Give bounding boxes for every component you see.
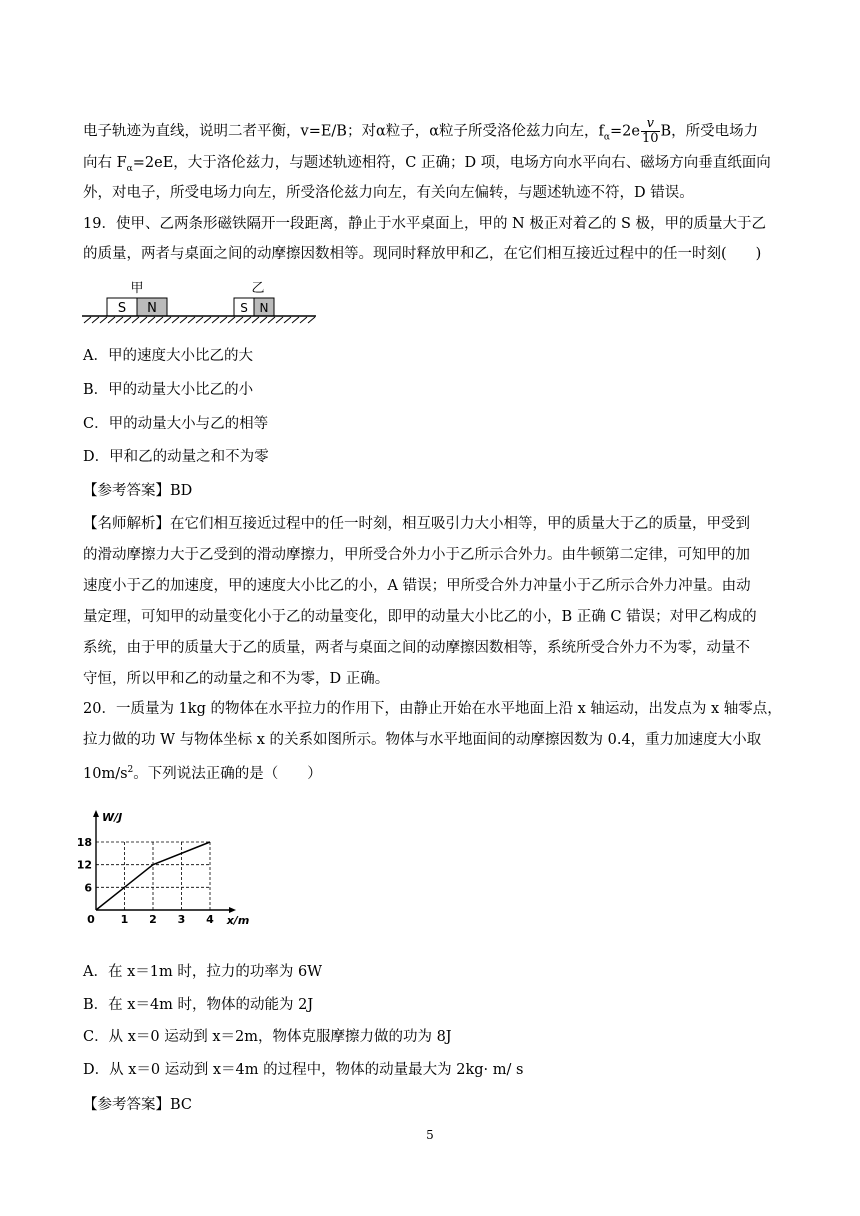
hatch-mark [236, 317, 243, 323]
hatch-mark [108, 317, 115, 323]
hatch-mark [284, 317, 291, 323]
hatch-mark [212, 317, 219, 323]
y-axis-label: W/J [102, 811, 123, 824]
x-tick-label: 2 [149, 913, 157, 926]
hatch-mark [148, 317, 155, 323]
hatch-mark [244, 317, 251, 323]
reference-answer: 【参考答案】BC [83, 1097, 193, 1113]
reference-answer: 【参考答案】BD [83, 483, 193, 499]
text-line: 电子轨迹为直线，说明二者平衡，v=E/B；对α粒子，α粒子所受洛伦兹力向左，$f_\alpha=2e$ $\frac{v}{10}$ B，所受电场力 [83, 116, 759, 146]
svg-text:N: N [147, 301, 157, 316]
hatch-mark [292, 317, 299, 323]
label-jia: 甲 [130, 281, 144, 296]
y-tick-label: 18 [76, 836, 92, 849]
origin-label: 0 [87, 913, 95, 926]
hatch-mark [100, 317, 107, 323]
hatch-mark [156, 317, 163, 323]
option-c: C．甲的动量大小与乙的相等 [83, 416, 269, 432]
hatch-mark [268, 317, 275, 323]
hatch-mark [116, 317, 123, 323]
question-20-stem: $10m/s^2$。下列说法正确的是（ ） [83, 765, 322, 782]
hatch-mark [84, 317, 91, 323]
hatch-mark [252, 317, 259, 323]
question-20-stem: 20．一质量为 1kg 的物体在水平拉力的作用下，由静止开始在水平地面上沿 x 轴运动，出发点为 x 轴零点， [83, 701, 782, 717]
hatch-mark [196, 317, 203, 323]
chart-grid [96, 842, 210, 910]
question-19-stem: 的质量，两者与桌面之间的动摩擦因数相等。现同时释放甲和乙，在它们相互接近过程中的任一时刻( ) [83, 246, 762, 262]
analysis-line: 量定理，可知甲的动量变化小于乙的动量变化，即甲的动量大小比乙的小，B 正确 C 错误；对甲乙构成的 [83, 609, 757, 625]
x-axis-label: x/m [226, 914, 250, 927]
analysis-line: 【名师解析】在它们相互接近过程中的任一时刻，相互吸引力大小相等，甲的质量大于乙的质量，甲受到 [83, 516, 750, 532]
y-tick-label: 6 [84, 881, 92, 895]
option-a: A．在 x＝1m 时，拉力的功率为 6W [83, 964, 323, 980]
page-number: 5 [426, 1128, 434, 1142]
y-tick-label: 12 [76, 858, 92, 872]
x-tick-label: 1 [120, 913, 129, 926]
hatch-mark [204, 317, 211, 323]
svg-text:N: N [259, 301, 269, 315]
analysis-line: 系统，由于甲的质量大于乙的质量，两者与桌面之间的动摩擦因数相等，系统所受合外力不为零，动量不 [83, 640, 750, 656]
analysis-line: 的滑动摩擦力大于乙受到的滑动摩擦力，甲所受合外力小于乙所示合外力。由牛顿第二定律，可知甲的加 [83, 547, 750, 563]
fraction: $\frac{v}{10}$ [641, 116, 659, 146]
option-a: A．甲的速度大小比乙的大 [83, 348, 253, 364]
hatch-mark [228, 317, 235, 323]
text-line: 外，对电子，所受电场力向左，所受洛伦兹力向左，有关向左偏转，与题述轨迹不符，D 错误。 [83, 185, 694, 201]
hatch-mark [260, 317, 267, 323]
label-yi: 乙 [251, 281, 265, 296]
chart-axes [93, 810, 236, 913]
svg-text:S: S [240, 301, 248, 315]
analysis-line: 守恒，所以甲和乙的动量之和不为零，D 正确。 [83, 671, 390, 687]
option-b: B．在 x＝4m 时，物体的动能为 2J [83, 997, 314, 1013]
hatch-mark [140, 317, 147, 323]
question-20-stem: 拉力做的功 W 与物体坐标 x 的关系如图所示。物体与水平地面间的动摩擦因数为 0.4，重力加速度大小取 [83, 732, 762, 748]
svg-text:S: S [117, 301, 127, 316]
option-c: C．从 x＝0 运动到 x＝2m，物体克服摩擦力做的功为 8J [83, 1029, 452, 1045]
hatch-mark [172, 317, 179, 323]
hatch-mark [124, 317, 131, 323]
x-tick-label: 3 [177, 913, 186, 926]
hatch-mark [308, 317, 315, 323]
hatch-mark [300, 317, 307, 323]
option-b: B．甲的动量大小比乙的小 [83, 382, 254, 398]
hatch-mark [164, 317, 171, 323]
hatch-mark [276, 317, 283, 323]
y-axis-arrow [93, 810, 99, 817]
option-d: D．从 x＝0 运动到 x＝4m 的过程中，物体的动量最大为 2kg· m/ s [83, 1062, 524, 1078]
hatch-mark [180, 317, 187, 323]
text-line: 向右 $F_\alpha=2eE$，大于洛伦兹力，与题述轨迹相符，C 正确；D 项，电场方向水平向右、磁场方向垂直纸面向 [83, 155, 771, 174]
question-19-stem: 19．使甲、乙两条形磁铁隔开一段距离，静止于水平桌面上，甲的 N 极正对着乙的 S 极，甲的质量大于乙 [83, 216, 767, 232]
magnets-figure [82, 278, 318, 328]
hatch-mark [220, 317, 227, 323]
option-d: D．甲和乙的动量之和不为零 [83, 449, 269, 465]
x-tick-label: 4 [206, 913, 214, 926]
x-axis-arrow [229, 907, 236, 913]
hatch-mark [132, 317, 139, 323]
work-position-chart [76, 808, 260, 927]
hatch-mark [92, 317, 99, 323]
hatch-mark [188, 317, 195, 323]
analysis-line: 速度小于乙的加速度，甲的速度大小比乙的小，A 错误；甲所受合外力冲量小于乙所示合外力冲量。由动 [83, 578, 751, 594]
